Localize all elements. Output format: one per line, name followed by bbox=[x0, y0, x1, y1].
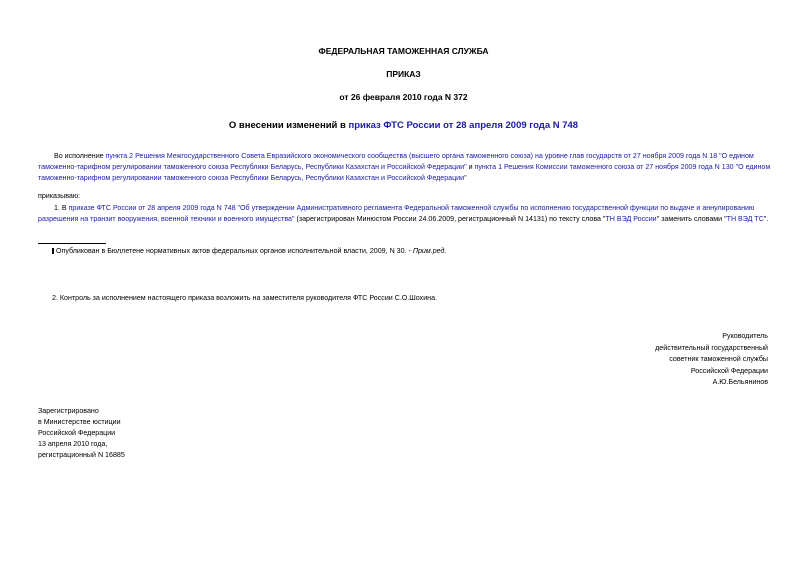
signature-line: А.Ю.Бельянинов bbox=[712, 378, 768, 386]
footnote-marker bbox=[52, 248, 54, 254]
agency-heading: ФЕДЕРАЛЬНАЯ ТАМОЖЕННАЯ СЛУЖБА bbox=[318, 46, 489, 56]
footnote-italic: Прим.ред. bbox=[412, 247, 447, 255]
document-date-number: от 26 февраля 2010 года N 372 bbox=[339, 92, 468, 102]
registration-block bbox=[38, 406, 125, 461]
item-1-end: ". bbox=[763, 215, 769, 223]
registration-line: Зарегистрировано bbox=[38, 407, 99, 415]
item-1-prefix: 1. В bbox=[54, 204, 69, 212]
title-prefix: О внесении изменений в bbox=[228, 120, 349, 131]
footnote bbox=[52, 246, 446, 257]
preamble-paragraph bbox=[38, 151, 774, 184]
preamble-link-2[interactable]: пункта 1 Решения Комиссии таможенного союза от 27 ноября 2009 года N 130 "О едином таможенно-тарифном регулировании таможенного союза Республики Беларусь, Республики Казахстан и Российской Федерации" bbox=[38, 163, 771, 182]
item-1-link-tnved-ts[interactable]: ТН ВЭД ТС bbox=[726, 215, 764, 223]
signature-line: советник таможенной службы bbox=[669, 355, 768, 363]
document-type: ПРИКАЗ bbox=[386, 69, 421, 79]
order-word: приказываю: bbox=[38, 192, 81, 200]
preamble-text-middle: и bbox=[466, 163, 475, 171]
registration-line: регистрационный N 16885 bbox=[38, 451, 125, 459]
preamble-text-before: Во исполнение bbox=[54, 152, 106, 160]
preamble-link-1[interactable]: пункта 2 Решения Межгосударственного Совета Евразийского экономического сообщества (высшего органа таможенного союза) на уровне глав государств от 27 ноября 2009 года N 18 "О едином таможенно-тарифном регулировании таможенного союза Республики Беларусь, Республики Казахстан и Российской Федерации" bbox=[38, 152, 754, 171]
item-1-link-order[interactable]: приказе ФТС России от 28 апреля 2009 года N 748 "Об утверждении Административного регламента Федеральной таможенной службы по исполнению государственной функции по выдаче и аннулированию разрешения на транзит вооружения, военной техники и военного имущества" bbox=[38, 204, 755, 223]
registration-line: 13 апреля 2010 года, bbox=[38, 440, 108, 448]
item-1-after: по тексту слова " bbox=[547, 215, 606, 223]
signature-line: Руководитель bbox=[722, 332, 768, 340]
footnote-divider bbox=[38, 243, 106, 244]
signature-line: действительный государственный bbox=[655, 343, 768, 352]
registration-line: Российской Федерации bbox=[38, 429, 116, 437]
title-link[interactable]: приказ ФТС России от 28 апреля 2009 года N 748 bbox=[348, 120, 579, 131]
footnote-text: Опубликован в Бюллетене нормативных актов федеральных органов исполнительной власти, 2009, N 30. - bbox=[56, 247, 413, 255]
item-2-paragraph: 2. Контроль за исполнением настоящего приказа возложить на заместителя руководителя ФТС России С.О.Шохина. bbox=[52, 294, 438, 302]
registration-line: в Министерстве юстиции bbox=[38, 418, 121, 426]
item-1-replace: " заменить словами " bbox=[656, 215, 727, 223]
item-1-link-tnved-russia[interactable]: ТН ВЭД России bbox=[605, 215, 657, 223]
signature-block bbox=[655, 331, 768, 389]
item-1-paragraph bbox=[38, 203, 774, 225]
signature-line: Российской Федерации bbox=[690, 366, 768, 375]
document-title bbox=[0, 120, 807, 131]
item-1-middle: (зарегистрирован Минюстом России 24.06.2009, регистрационный N 14131 bbox=[294, 215, 545, 223]
item-1-footnote-mark: ) bbox=[544, 215, 548, 223]
